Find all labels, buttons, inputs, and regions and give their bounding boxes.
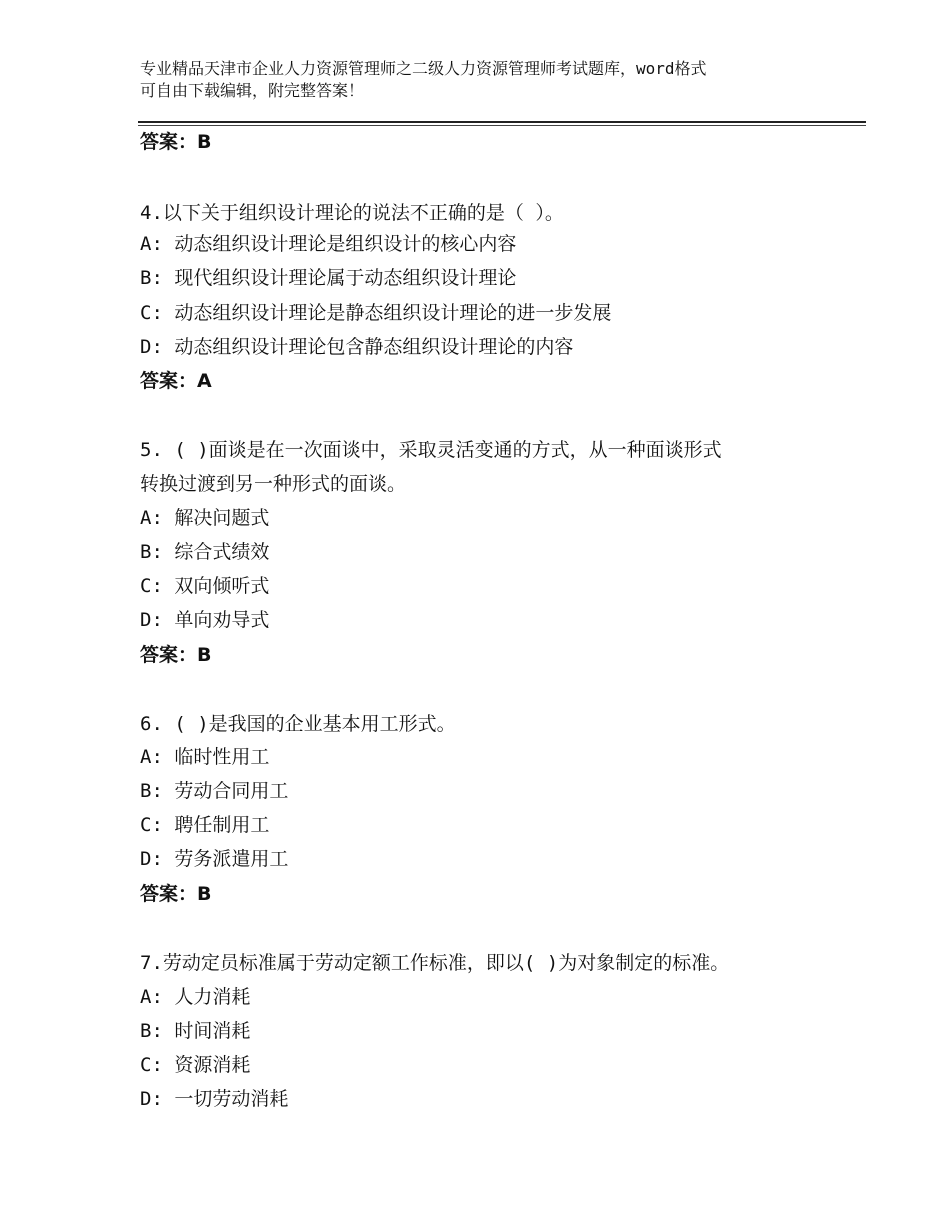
answer-q3: 答案：B	[140, 131, 212, 153]
header-divider-thin	[138, 125, 866, 126]
question-4-option-c: C: 动态组织设计理论是静态组织设计理论的进一步发展	[140, 302, 612, 324]
question-4-stem: 4.以下关于组织设计理论的说法不正确的是（ ）。	[140, 202, 564, 224]
question-5-option-b: B: 综合式绩效	[140, 541, 270, 563]
question-7-option-d: D: 一切劳动消耗	[140, 1088, 289, 1110]
question-4-option-d: D: 动态组织设计理论包含静态组织设计理论的内容	[140, 336, 574, 358]
question-5-option-c: C: 双向倾听式	[140, 575, 270, 597]
question-6-option-d: D: 劳务派遣用工	[140, 848, 289, 870]
question-5-option-a: A: 解决问题式	[140, 507, 270, 529]
question-6-option-a: A: 临时性用工	[140, 746, 270, 768]
question-5-stem-line-2: 转换过渡到另一种形式的面谈。	[140, 473, 407, 495]
question-4-option-b: B: 现代组织设计理论属于动态组织设计理论	[140, 267, 517, 289]
document-header	[140, 58, 820, 102]
header-line-1: 专业精品天津市企业人力资源管理师之二级人力资源管理师考试题库，word格式	[140, 59, 707, 78]
question-7-stem: 7.劳动定员标准属于劳动定额工作标准，即以( )为对象制定的标准。	[140, 952, 730, 974]
question-6-option-b: B: 劳动合同用工	[140, 780, 289, 802]
question-5-option-d: D: 单向劝导式	[140, 609, 270, 631]
answer-q4: 答案：A	[140, 370, 212, 392]
question-7-option-a: A: 人力消耗	[140, 986, 251, 1008]
question-5-stem-line-1: 5. ( )面谈是在一次面谈中，采取灵活变通的方式，从一种面谈形式	[140, 439, 722, 461]
question-7-option-b: B: 时间消耗	[140, 1020, 251, 1042]
header-line-2: 可自由下载编辑，附完整答案！	[140, 81, 365, 100]
answer-q6: 答案：B	[140, 883, 212, 905]
header-divider-thick	[138, 121, 866, 123]
question-7-option-c: C: 资源消耗	[140, 1054, 251, 1076]
question-6-option-c: C: 聘任制用工	[140, 814, 270, 836]
question-6-stem: 6. ( )是我国的企业基本用工形式。	[140, 713, 456, 735]
question-4-option-a: A: 动态组织设计理论是组织设计的核心内容	[140, 233, 517, 255]
answer-q5: 答案：B	[140, 644, 212, 666]
